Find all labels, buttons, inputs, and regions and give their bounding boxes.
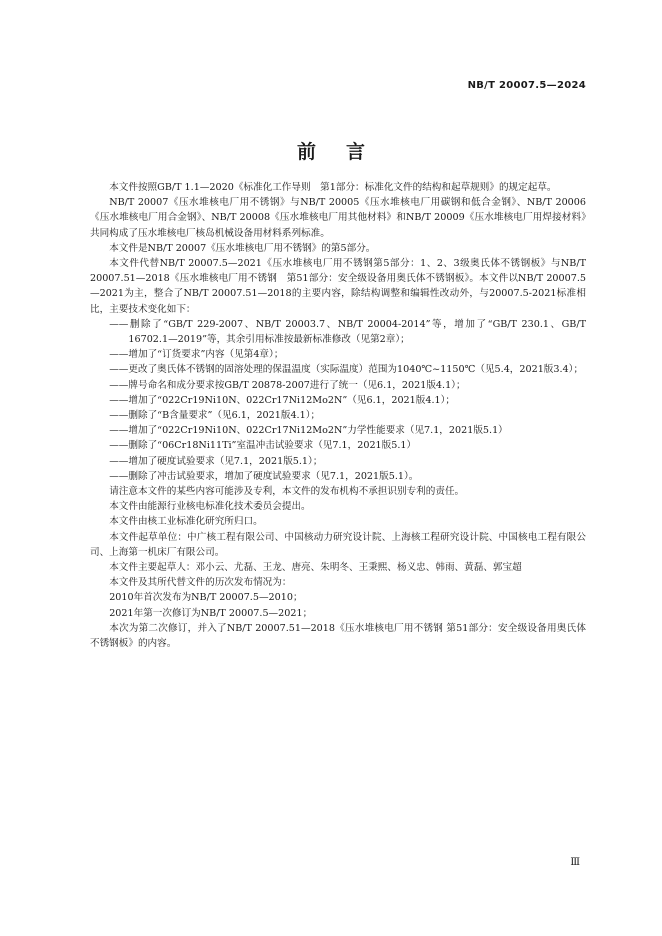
paragraph-drafters: 本文件主要起草人：邓小云、尤磊、王龙、唐亮、朱明冬、王秉熙、杨义忠、韩雨、黄磊、郭宝超 [109,562,522,574]
paragraph-current-revision: 本次为第二次修订，并入了NB/T 20007.51—2018《压水堆核电厂用不锈钢 第51部分：安全级设备用奥氏体不锈钢板》的内容。 [90,622,586,650]
paragraph-replacement: 本文件代替NB/T 20007.5—2021《压水堆核电厂用不锈钢第5部分：1、2、3级奥氏体不锈钢板》与NB/T 20007.51—2018《压水堆核电厂用不锈钢 第51部分：安全级设备用奥氏体不锈钢板》。本文件以NB/T 20007.5—2021为主，整合了NB/T 20007.51—2018的主要内容，除结构调整和编辑性改动外，与20007.5-2021标准相比，主要技术变化如下： [90,258,586,315]
list-item: ——牌号命名和成分要求按GB/T 20878-2007进行了统一（见6.1，2021版4.1）； [109,379,466,391]
page-title: 前言 [296,141,395,163]
paragraph-administrator: 本文件由核工业标准化研究所归口。 [109,516,263,528]
paragraph-history-2021: 2021年第一次修订为NB/T 20007.5—2021； [109,607,313,619]
paragraph-proposer: 本文件由能源行业核电标准化技术委员会提出。 [109,501,311,513]
paragraph-drafting-units: 本文件起草单位：中广核工程有限公司、中国核动力研究设计院、上海核工程研究设计院、中国核电工程有限公司、上海第一机床厂有限公司。 [90,531,586,558]
paragraph-drafting-rules: 本文件按照GB/T 1.1—2020《标准化工作导则 第1部分：标准化文件的结构和起草规则》的规定起草。 [109,182,557,193]
paragraph-history-2010: 2010年首次发布为NB/T 20007.5—2010； [109,592,303,604]
list-item: ——增加了“022Cr19Ni10N、022Cr17Ni12Mo2N”力学性能要求（见7.1，2021版5.1） [109,425,508,437]
paragraph-history-intro: 本文件及其所代替文件的历次发布情况为： [109,577,292,589]
list-item: ——增加了硬度试验要求（见7.1，2021版5.1）； [109,455,323,467]
list-item: ——删除了冲击试验要求，增加了硬度试验要求（见7.1，2021版5.1）。 [109,470,419,482]
technical-changes-list [90,317,586,484]
list-item: ——增加了“订货要求”内容（见第4章）； [109,349,284,361]
paragraph-series-description: NB/T 20007《压水堆核电厂用不锈钢》与NB/T 20005《压水堆核电厂用碳钢和低合金钢》、NB/T 20006《压水堆核电厂用合金钢》、NB/T 20008《压水堆核电厂用其他材料》和NB/T 20009《压水堆核电厂用焊接材料》共同构成了压水堆核电厂核岛机械设备用材料系列标准。 [90,197,586,239]
list-item: ——删除了“B含量要求”（见6.1，2021版4.1）； [109,410,321,422]
paragraph-part-number: 本文件是NB/T 20007《压水堆核电厂用不锈钢》的第5部分。 [109,242,376,254]
standard-code-header: NB/T 20007.5—2024 [467,80,586,91]
list-item: ——删除了“06Cr18Ni11Ti”室温冲击试验要求（见7.1，2021版5.1） [109,440,417,452]
list-item: ——增加了“022Cr19Ni10N、022Cr17Ni12Mo2N”（见6.1，2021版4.1）； [109,394,455,406]
foreword-body [90,180,586,651]
list-item: ——删除了“GB/T 229-2007、NB/T 20003.7、NB/T 20004-2014”等，增加了“GB/T 230.1、GB/T 16702.1—2019”等，其余引用标准按最新标准修改（见第2章）； [109,318,586,346]
paragraph-patent-notice: 请注意本文件的某些内容可能涉及专利，本文件的发布机构不承担识别专利的责任。 [109,486,465,498]
list-item: ——更改了奥氏体不锈钢的固溶处理的保温温度（实际温度）范围为1040℃~1150℃（见5.4，2021版3.4）； [109,364,584,376]
page-number: Ⅲ [570,857,580,868]
